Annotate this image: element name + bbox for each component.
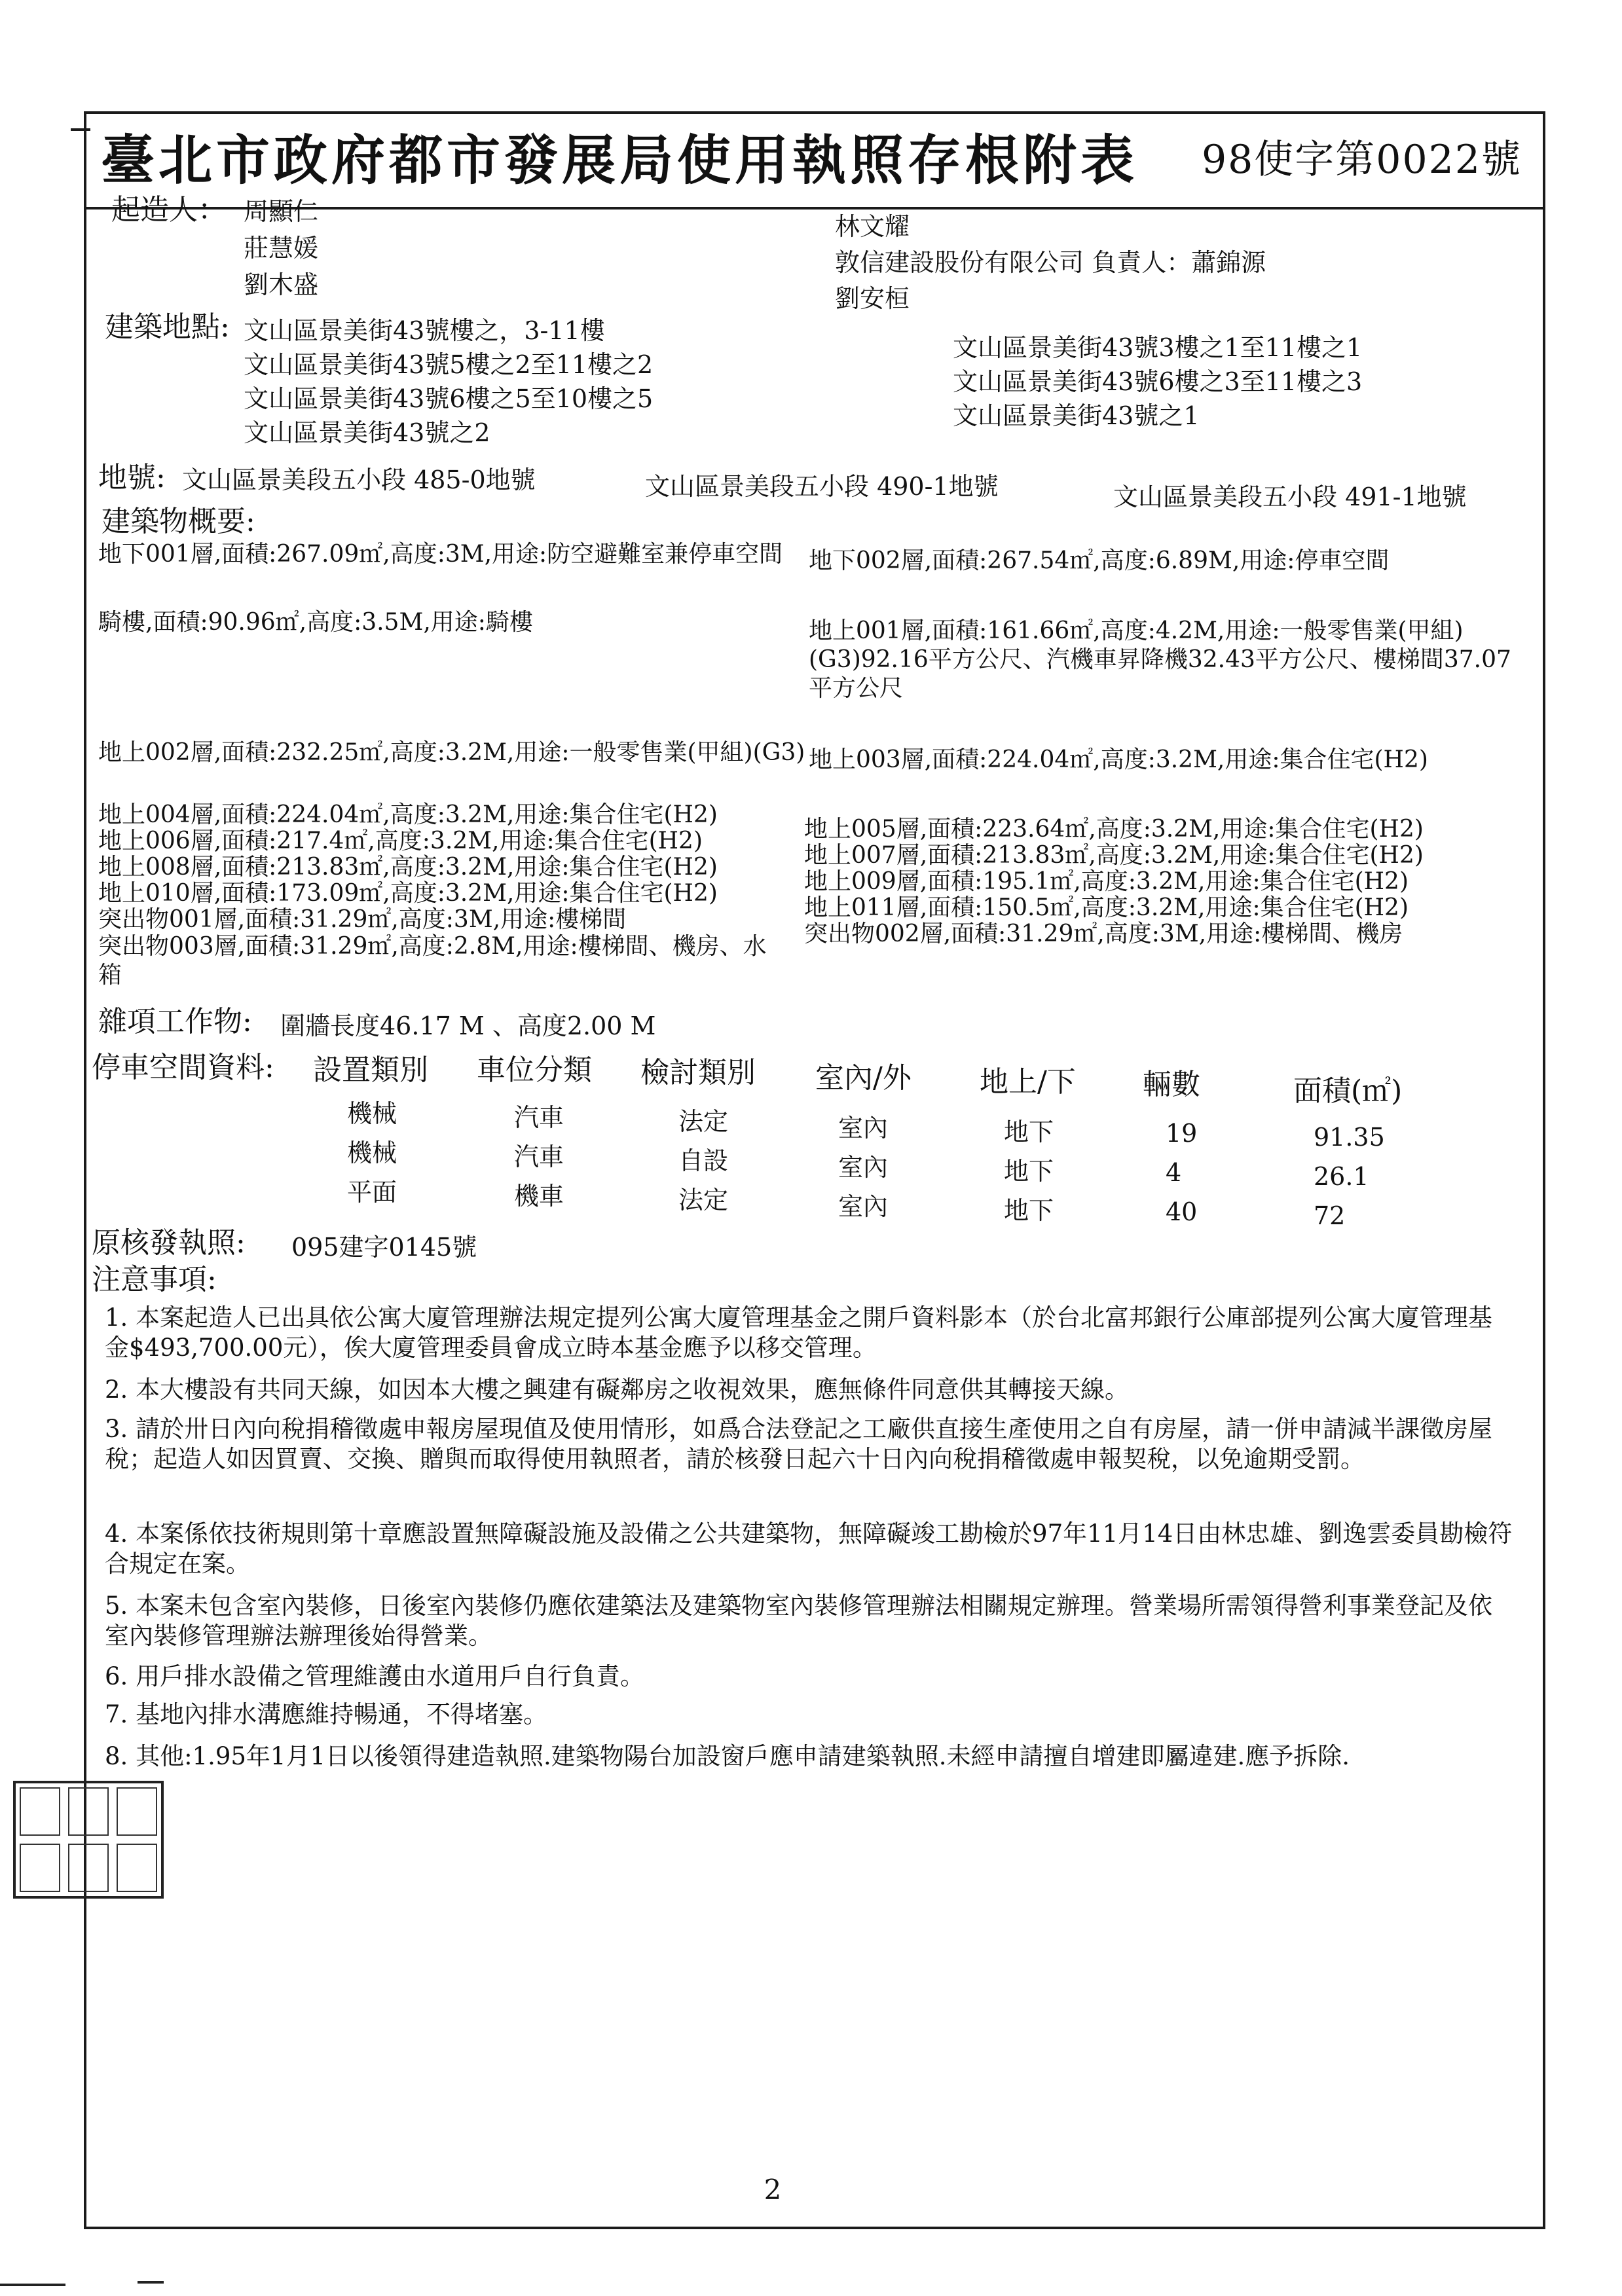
table-cell: 26.1	[1314, 1162, 1369, 1191]
lot-3: 文山區景美段五小段 491-1地號	[1113, 483, 1467, 511]
applicant-6: 劉安桓	[835, 284, 910, 313]
parking-header-area: 面積(㎡)	[1293, 1074, 1403, 1108]
arcade: 騎樓,面積:90.96㎡,高度:3.5M,用途:騎樓	[98, 609, 533, 636]
note-8: 8. 其他:1.95年1月1日以後領得建造執照.建築物陽台加設窗戶應申請建築執照.未經申請擅自增建即屬違建.應予拆除.	[105, 1742, 1350, 1770]
table-cell: 室內	[838, 1192, 889, 1221]
floor-9: 地上009層,面積:195.1㎡,高度:3.2M,用途:集合住宅(H2)	[804, 868, 1409, 895]
table-cell: 自設	[678, 1146, 729, 1175]
lot-2: 文山區景美段五小段 490-1地號	[645, 472, 999, 501]
table-cell: 地下	[1004, 1157, 1054, 1186]
footer-mark	[0, 2284, 65, 2286]
misc-value: 圍牆長度46.17 M 、高度2.00 M	[280, 1011, 656, 1040]
floor-1: 地上001層,面積:161.66㎡,高度:4.2M,用途:一般零售業(甲組)(G3)92.16平方公尺、汽機車昇降機32.43平方公尺、樓梯間37.07平方公尺	[809, 617, 1511, 702]
note-6: 6. 用戶排水設備之管理維護由水道用戶自行負責。	[105, 1662, 645, 1690]
parking-header-level: 地上/下	[980, 1065, 1076, 1099]
applicant-5: 敦信建設股份有限公司 負責人：蕭錦源	[835, 248, 1266, 277]
overview-label: 建築物概要:	[101, 505, 255, 538]
original-permit-value: 095建字0145號	[291, 1233, 477, 1262]
floor-6: 地上006層,面積:217.4㎡,高度:3.2M,用途:集合住宅(H2)	[98, 828, 703, 854]
floor-8: 地上008層,面積:213.83㎡,高度:3.2M,用途:集合住宅(H2)	[98, 854, 718, 881]
table-cell: 機車	[514, 1182, 564, 1211]
floor-11: 地上011層,面積:150.5㎡,高度:3.2M,用途:集合住宅(H2)	[804, 894, 1409, 921]
roof-2: 突出物002層,面積:31.29㎡,高度:3M,用途:樓梯間、機房	[804, 920, 1403, 947]
basement-1: 地下001層,面積:267.09㎡,高度:3M,用途:防空避難室兼停車空間	[98, 541, 783, 568]
floor-5: 地上005層,面積:223.64㎡,高度:3.2M,用途:集合住宅(H2)	[804, 816, 1424, 843]
site-address-6: 文山區景美街43號6樓之3至11樓之3	[953, 367, 1363, 396]
site-label: 建築地點:	[105, 310, 230, 344]
site-address-7: 文山區景美街43號之1	[953, 401, 1200, 430]
applicant-3: 劉木盛	[244, 270, 319, 299]
site-address-4: 文山區景美街43號之2	[244, 418, 490, 447]
note-3: 3. 請於卅日內向稅捐稽徵處申報房屋現值及使用情形，如爲合法登記之工廠供直接生產使用之自有房屋，請一併申請減半課徵房屋稅；起造人如因買賣、交換、贈與而取得使用執照者，請於核發日起六十日內向稅捐稽徵處申報契稅，以免逾期受罰。	[105, 1415, 1493, 1474]
lot-1: 文山區景美段五小段 485-0地號	[182, 465, 536, 494]
table-cell: 室內	[838, 1114, 889, 1142]
original-permit-label: 原核發執照:	[92, 1226, 246, 1260]
roof-1: 突出物001層,面積:31.29㎡,高度:3M,用途:樓梯間	[98, 906, 627, 933]
table-cell: 地下	[1004, 1118, 1054, 1146]
parking-label: 停車空間資料:	[92, 1051, 274, 1084]
table-cell: 法定	[678, 1107, 729, 1136]
applicant-2: 莊慧媛	[244, 234, 319, 263]
floor-10: 地上010層,面積:173.09㎡,高度:3.2M,用途:集合住宅(H2)	[98, 880, 718, 907]
parking-header-type: 設置類別	[313, 1053, 428, 1087]
title-row	[84, 111, 1545, 210]
table-cell: 19	[1166, 1119, 1198, 1148]
table-cell: 4	[1166, 1158, 1182, 1187]
floor-2: 地上002層,面積:232.25㎡,高度:3.2M,用途:一般零售業(甲組)(G3)	[98, 739, 805, 766]
floor-4: 地上004層,面積:224.04㎡,高度:3.2M,用途:集合住宅(H2)	[98, 801, 718, 828]
site-address-3: 文山區景美街43號6樓之5至10樓之5	[244, 384, 654, 413]
floor-3: 地上003層,面積:224.04㎡,高度:3.2M,用途:集合住宅(H2)	[809, 746, 1428, 773]
roof-3: 突出物003層,面積:31.29㎡,高度:2.8M,用途:樓梯間、機房、水箱	[98, 933, 767, 989]
basement-2: 地下002層,面積:267.54㎡,高度:6.89M,用途:停車空間	[809, 547, 1390, 574]
misc-label: 雜項工作物:	[98, 1005, 252, 1038]
parking-header-review: 檢討類別	[640, 1056, 756, 1089]
site-address-2: 文山區景美街43號5樓之2至11樓之2	[244, 350, 654, 379]
permit-number: 98使字第0022號	[1201, 137, 1522, 183]
table-cell: 室內	[838, 1153, 889, 1182]
table-cell: 機械	[347, 1139, 397, 1167]
applicant-1: 周顯仁	[244, 197, 319, 226]
note-1: 1. 本案起造人已出具依公寓大廈管理辦法規定提列公寓大廈管理基金之開戶資料影本（於台北富邦銀行公庫部提列公寓大廈管理基金$493,700.00元），俟大廈管理委員會成立時本基金應予以移交管理。	[105, 1303, 1493, 1362]
official-seal	[13, 1781, 164, 1899]
document-title: 臺北市政府都市發展局使用執照存根附表	[101, 129, 1139, 192]
table-cell: 地下	[1004, 1196, 1054, 1225]
table-cell: 機械	[347, 1099, 397, 1128]
footer-mark	[138, 2281, 164, 2284]
table-cell: 法定	[678, 1186, 729, 1214]
site-address-1: 文山區景美街43號樓之，3-11樓	[244, 316, 605, 345]
applicants-label: 起造人：	[111, 193, 227, 227]
lots-label: 地號:	[98, 461, 166, 494]
note-7: 7. 基地內排水溝應維持暢通，不得堵塞。	[105, 1700, 548, 1728]
parking-header-count: 輛數	[1143, 1068, 1200, 1101]
notes-label: 注意事項:	[92, 1263, 217, 1296]
table-cell: 40	[1166, 1197, 1198, 1226]
table-cell: 汽車	[514, 1103, 564, 1132]
site-address-5: 文山區景美街43號3樓之1至11樓之1	[953, 333, 1363, 362]
note-5: 5. 本案未包含室內裝修，日後室內裝修仍應依建築法及建築物室內裝修管理辦法相關規定辦理。營業場所需領得營利事業登記及依室內裝修管理辦法辦理後始得營業。	[105, 1592, 1493, 1650]
table-cell: 汽車	[514, 1142, 564, 1171]
page-number: 2	[764, 2174, 782, 2206]
floor-7: 地上007層,面積:213.83㎡,高度:3.2M,用途:集合住宅(H2)	[804, 842, 1424, 869]
note-2: 2. 本大樓設有共同天線，如因本大樓之興建有礙鄰房之收視效果，應無條件同意供其轉接天線。	[105, 1376, 1130, 1404]
applicant-4: 林文耀	[835, 212, 910, 241]
parking-header-class: 車位分類	[477, 1053, 592, 1087]
parking-header-indoor: 室內/外	[815, 1061, 912, 1095]
table-cell: 平面	[347, 1178, 397, 1207]
table-cell: 91.35	[1314, 1123, 1385, 1152]
note-4: 4. 本案係依技術規則第十章應設置無障礙設施及設備之公共建築物，無障礙竣工勘檢於97年11月14日由林忠雄、劉逸雲委員勘檢符合規定在案。	[105, 1520, 1513, 1578]
table-cell: 72	[1314, 1201, 1346, 1230]
